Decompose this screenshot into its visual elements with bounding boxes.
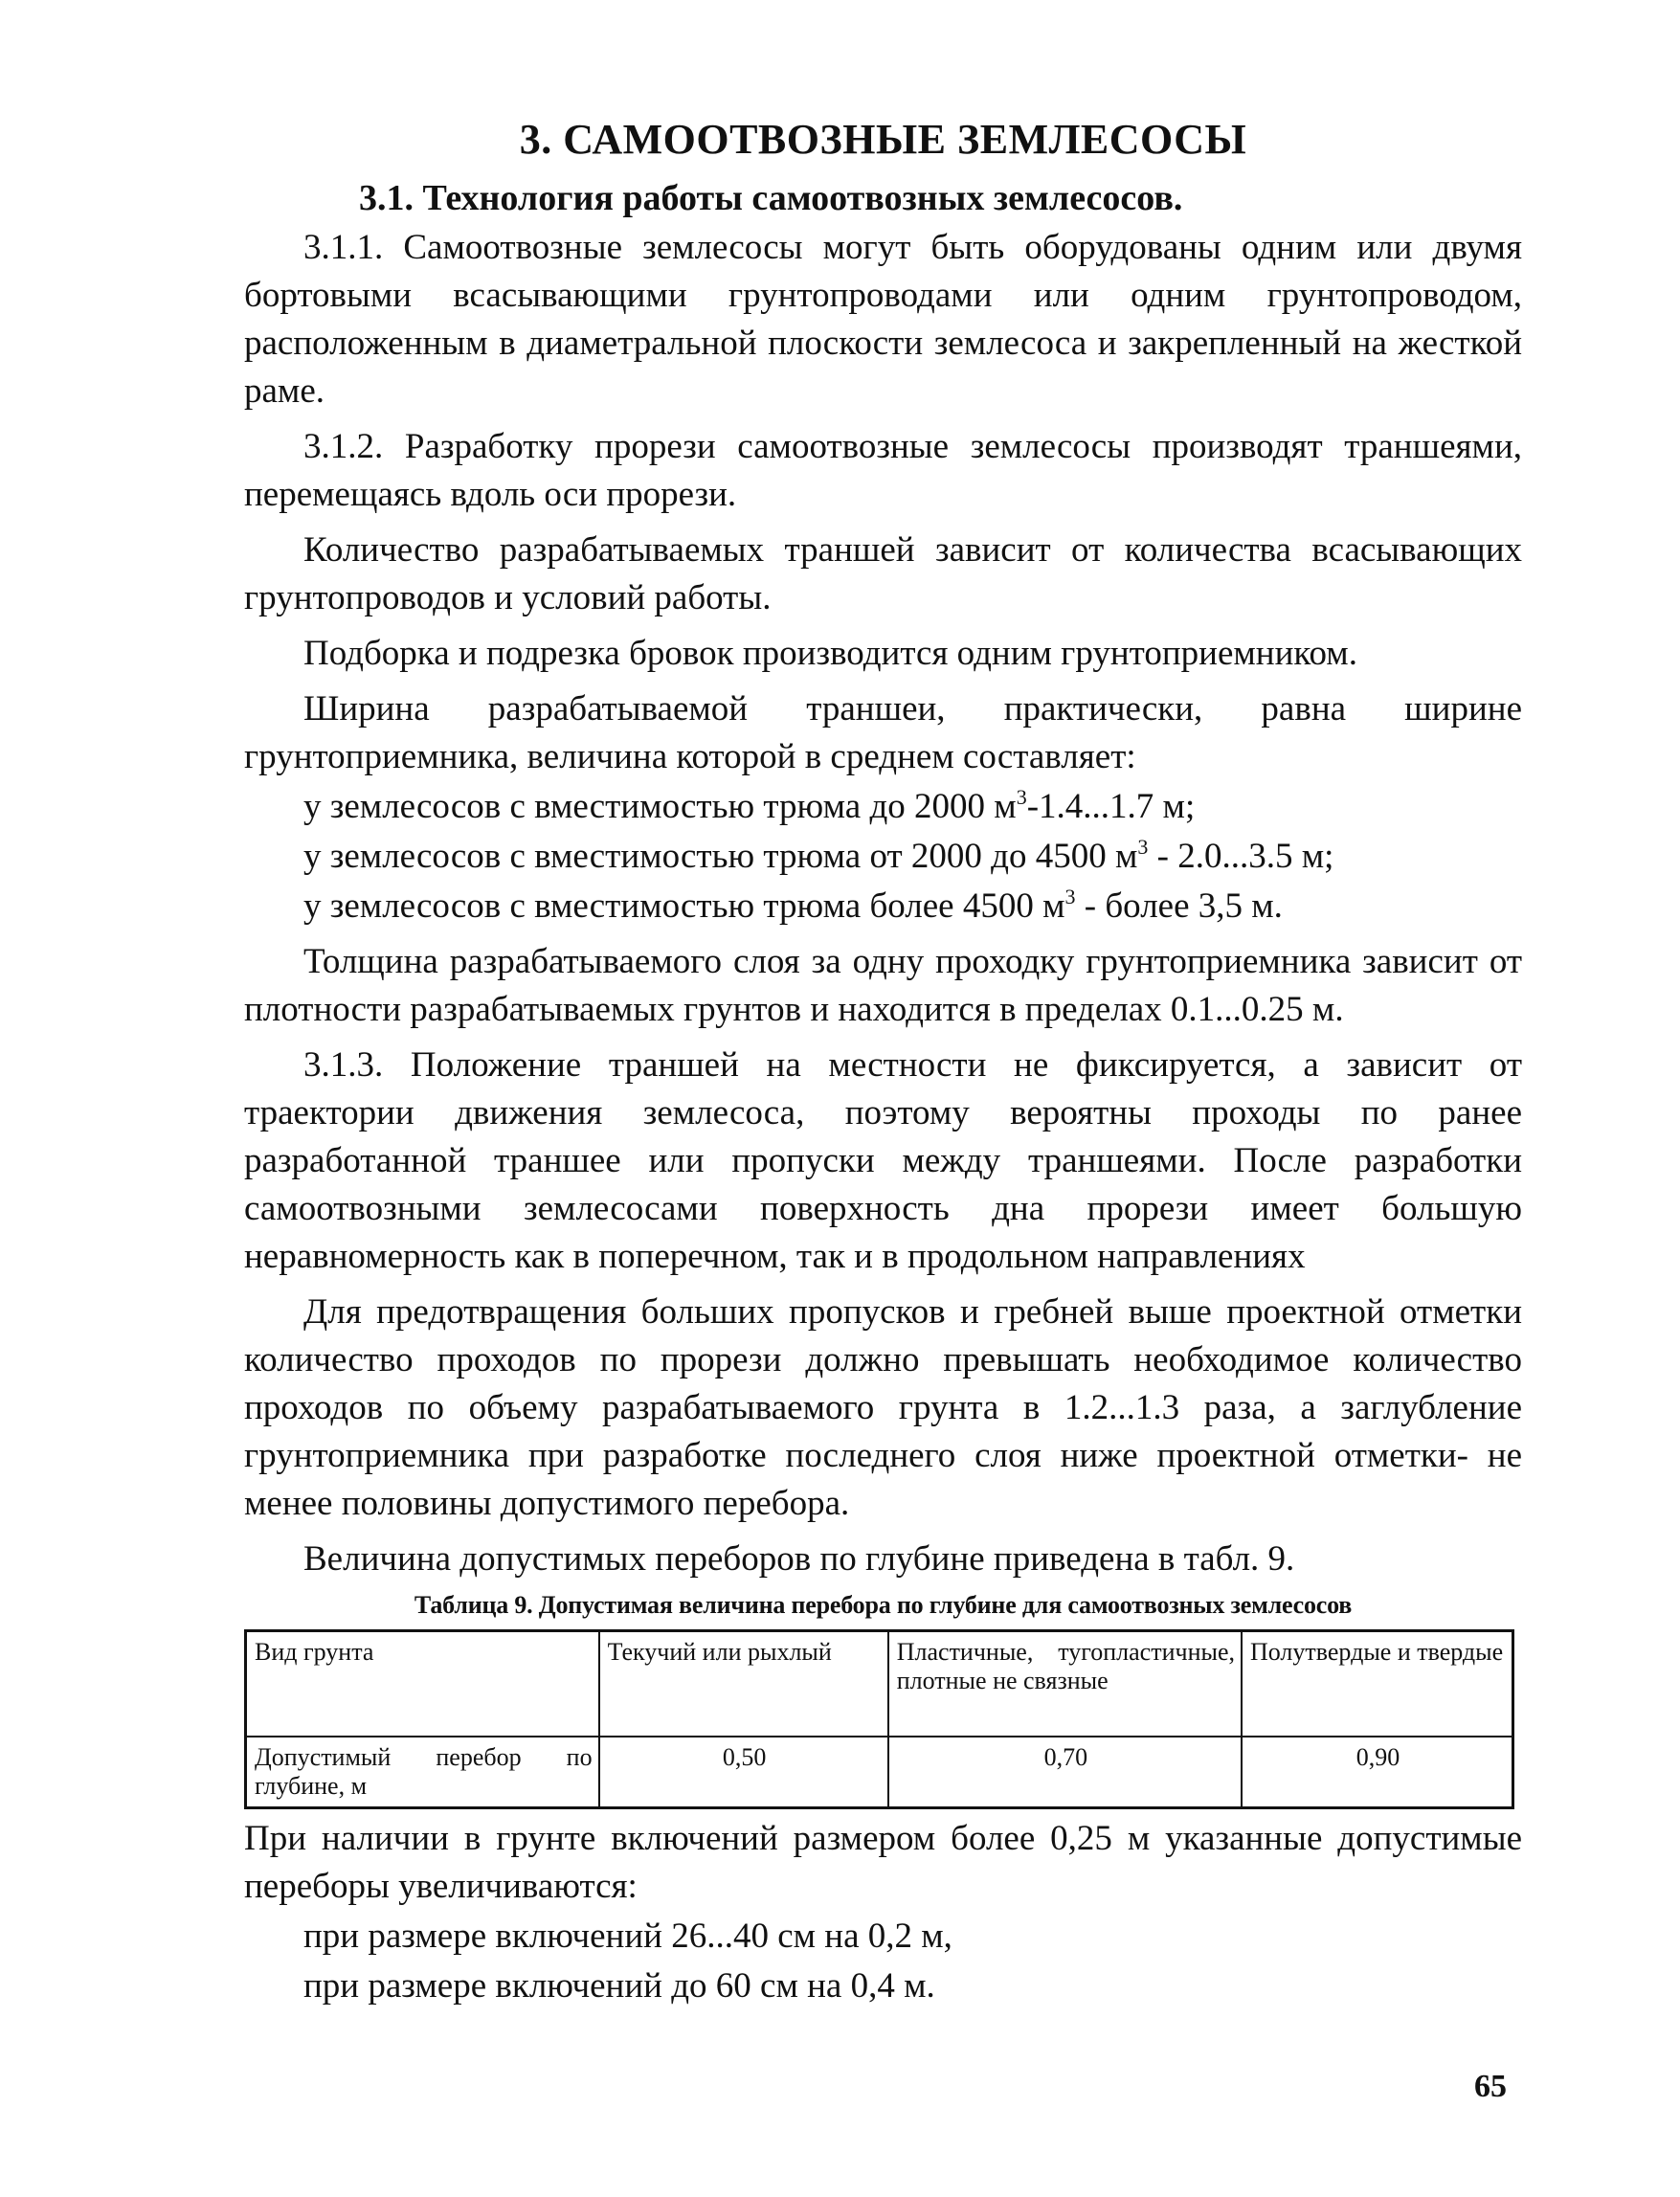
table-cell: 0,50	[599, 1737, 888, 1808]
table-row	[246, 1737, 1513, 1808]
table-caption: Таблица 9. Допустимая величина перебора по глубине для самоотвозных землесосов	[414, 1591, 1353, 1619]
list-item-inclusion-2: при размере включений до 60 см на 0,4 м.	[303, 1966, 935, 2006]
page-number: 65	[1474, 2069, 1507, 2104]
paragraph-3-1-3: 3.1.3. Положение траншей на местности не фиксируется, а зависит от траектории движения землесоса, поэтому вероятны проходы по ранее разработанной траншее или пропуски между траншеями. После разработки самоотвозными землесосами поверхность дна прорези имеет большую неравномерность как в поперечном, так и в продольном направлениях	[244, 1045, 1522, 1276]
table-cell: Допустимый перебор по глубине, м	[246, 1737, 599, 1808]
paragraph-table-ref: Величина допустимых переборов по глубине приведена в табл. 9.	[303, 1539, 1295, 1579]
paragraph-inclusions: При наличии в грунте включений размером более 0,25 м указанные допустимые переборы увеличиваются:	[244, 1819, 1522, 1906]
paragraph-prevention: Для предотвращения больших пропусков и гребней выше проектной отметки количество проходов по прорези должно превышать необходимое количество проходов по объему разрабатываемого грунта в 1.2...1.3 раза, а заглубление грунтоприемника при разработке последнего слоя ниже проектной отметки- не менее половины допустимого перебора.	[244, 1292, 1522, 1523]
table-cell: 0,70	[888, 1737, 1242, 1808]
paragraph-trench-count: Количество разрабатываемых траншей зависит от количества всасывающих грунтопроводов и условий работы.	[244, 530, 1522, 617]
paragraph-3-1-1: 3.1.1. Самоотвозные землесосы могут быть оборудованы одним или двумя бортовыми всасывающими грунтопроводами или одним грунтопроводом, расположенным в диаметральной плоскости землесоса и закрепленный на жесткой раме.	[244, 228, 1522, 411]
paragraph-3-1-2: 3.1.2. Разработку прорези самоотвозные землесосы производят траншеями, перемещаясь вдоль оси прорези.	[244, 427, 1522, 514]
overdredge-table	[244, 1629, 1514, 1809]
list-item-inclusion-1: при размере включений 26...40 см на 0,2 м,	[303, 1917, 952, 1956]
list-item-width-2: у землесосов с вместимостью трюма от 2000 до 4500 $м^3 - 2.0...3.5$ м;	[303, 835, 1334, 876]
table-header-cell: Вид грунта	[246, 1631, 599, 1737]
document-page	[244, 113, 1522, 2018]
subsection-title: 3.1. Технология работы самоотвозных землесосов.	[359, 178, 1183, 218]
table-header-row	[246, 1631, 1513, 1737]
table-header-cell: Пластичные, тугопластичные, плотные не связные	[888, 1631, 1242, 1737]
paragraph-edge-trimming: Подборка и подрезка бровок производится одним грунтоприемником.	[303, 634, 1357, 673]
paragraph-layer-thickness: Толщина разрабатываемого слоя за одну проходку грунтоприемника зависит от плотности разрабатываемых грунтов и находится в пределах 0.1...0.25 м.	[244, 942, 1522, 1029]
table-header-cell: Текучий или рыхлый	[599, 1631, 888, 1737]
table-cell: 0,90	[1242, 1737, 1513, 1808]
section-title: 3. САМООТВОЗНЫЕ ЗЕМЛЕСОСЫ	[519, 116, 1247, 163]
list-item-width-1: у землесосов с вместимостью трюма до 2000 $м^3-1.4...1.7$ м;	[303, 785, 1196, 826]
list-item-width-3: у землесосов с вместимостью трюма более 4500 $м^3$ - более 3,5 м.	[303, 885, 1283, 926]
table-header-cell: Полутвердые и твердые	[1242, 1631, 1513, 1737]
paragraph-trench-width: Ширина разрабатываемой траншеи, практически, равна ширине грунтоприемника, величина которой в среднем составляет:	[244, 689, 1522, 776]
